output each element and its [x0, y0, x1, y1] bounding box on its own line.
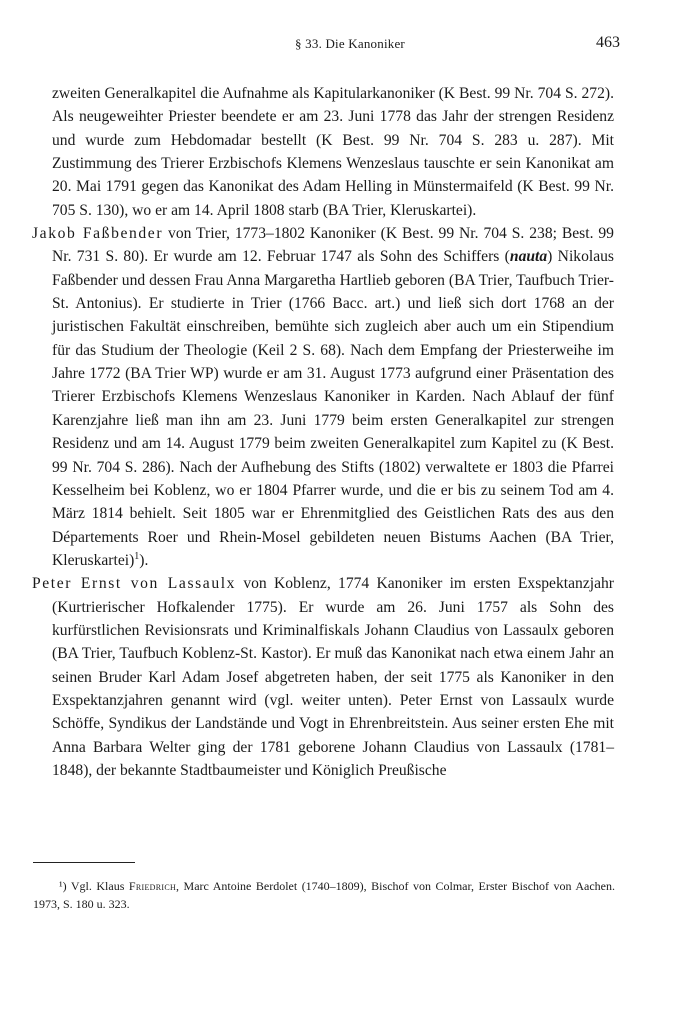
entry-text: von Trier, 1773–1802 Kanoniker (K Best. 99 Nr. 704 S. 238; Best. 99 Nr. 731 S. 80). Er wurde am 12. Februar 1747 als Sohn des Schiffers ( [52, 225, 614, 266]
entry-name: Peter Ernst von Lassaulx [32, 575, 237, 593]
footnote-text: , Marc Antoine Berdolet (1740–1809), Bischof von Colmar, Erster Bischof von Aachen. 1973, S. 180 u. 323. [33, 879, 615, 911]
running-title: § 33. Die Kanoniker [295, 36, 405, 51]
footnote-marker: ¹) [59, 879, 71, 893]
page-number: 463 [596, 34, 620, 51]
footnote-divider [33, 862, 135, 863]
footnote-text: Vgl. Klaus [70, 879, 129, 893]
entry-fassbender [32, 222, 614, 572]
entry-continuation [32, 82, 614, 222]
footnote-1 [33, 877, 615, 913]
running-head [0, 34, 700, 58]
entry-text: von Koblenz, 1774 Kanoniker im ersten Exspektanzjahr (Kurtrierischer Hofkalender 1775). Er wurde am 26. Juni 1757 als Sohn des kurfürstlichen Revisionsrats und Kriminalfiskals Johann Claudius von Lassaulx geboren (BA Trier, Taufbuch Koblenz-St. Kastor). Er muß das Kanonikat nach etwa einem Jahr an seinen Bruder Karl Adam Josef abgetreten haben, der seit 1775 als Kanoniker in den Exspektanzjahren genannt wird (vgl. weiter unten). Peter Ernst von Lassaulx wurde Schöffe, Syndikus der Landstände und Vogt in Ehrenbreitstein. Aus seiner ersten Ehe mit Anna Barbara Welter ging der 1781 geborene Johann Claudius von Lassaulx (1781–1848), der bekannte Stadtbaumeister und Königlich Preußische [52, 575, 614, 779]
entry-italic-term: nauta [509, 248, 548, 266]
entry-name: Jakob Faßbender [32, 225, 164, 243]
entry-text: zweiten Generalkapitel die Aufnahme als Kapitularkanoniker (K Best. 99 Nr. 704 S. 272). Als neugeweihter Priester beendete er am 23. Juni 1778 das Jahr der strengen Residenz und wurde zum Hebdomadar bestellt (K Best. 99 Nr. 704 S. 283 u. 287). Mit Zustimmung des Trierer Erzbischofs Klemens Wenzeslaus tauschte er sein Kanonikat am 20. Mai 1791 gegen das Kanonikat des Adam Helling in Münstermaifeld (K Best. 99 Nr. 705 S. 130), wo er am 14. April 1808 starb (BA Trier, Kleruskartei). [52, 85, 614, 219]
footnote-reference[interactable]: 1 [134, 550, 140, 562]
footnotes [33, 877, 615, 913]
footnote-author: Friedrich [128, 879, 177, 893]
entry-lassaulx [32, 572, 614, 782]
main-text [32, 82, 614, 782]
entry-text: ). [139, 551, 149, 569]
entry-text: ) Nikolaus Faßbender und dessen Frau Anna Margaretha Hartlieb geboren (BA Trier, Taufbuch Trier-St. Antonius). Er studierte in Trier (1766 Bacc. art.) und ließ sich dort 1768 an der juristischen Fakultät einschreiben, bemühte sich zugleich aber auch um ein Stipendium für das Studium der Theologie (Keil 2 S. 68). Nach dem Empfang der Priesterweihe im Jahre 1772 (BA Trier WP) wurde er am 31. August 1773 aufgrund einer Präsentation des Trierer Erzbischofs Klemens Wenzeslaus Kanoniker in Karden. Nach Ablauf der fünf Karenzjahre ließ man ihn am 23. Juni 1779 beim ersten Generalkapitel zur strengen Residenz und am 14. August 1779 beim zweiten Generalkapitel zum Kapitel zu (K Best. 99 Nr. 704 S. 286). Nach der Aufhebung des Stifts (1802) verwaltete er 1803 die Pfarrei Kesselheim bei Koblenz, wo er 1804 Pfarrer wurde, und die er bis zu seinem Tod am 4. März 1814 behielt. Seit 1805 war er Ehrenmitglied des Geistlichen Rats des aus den Départements Roer und Rhein-Mosel gebildeten neuen Bistums Aachen (BA Trier, Kleruskartei) [52, 248, 614, 569]
